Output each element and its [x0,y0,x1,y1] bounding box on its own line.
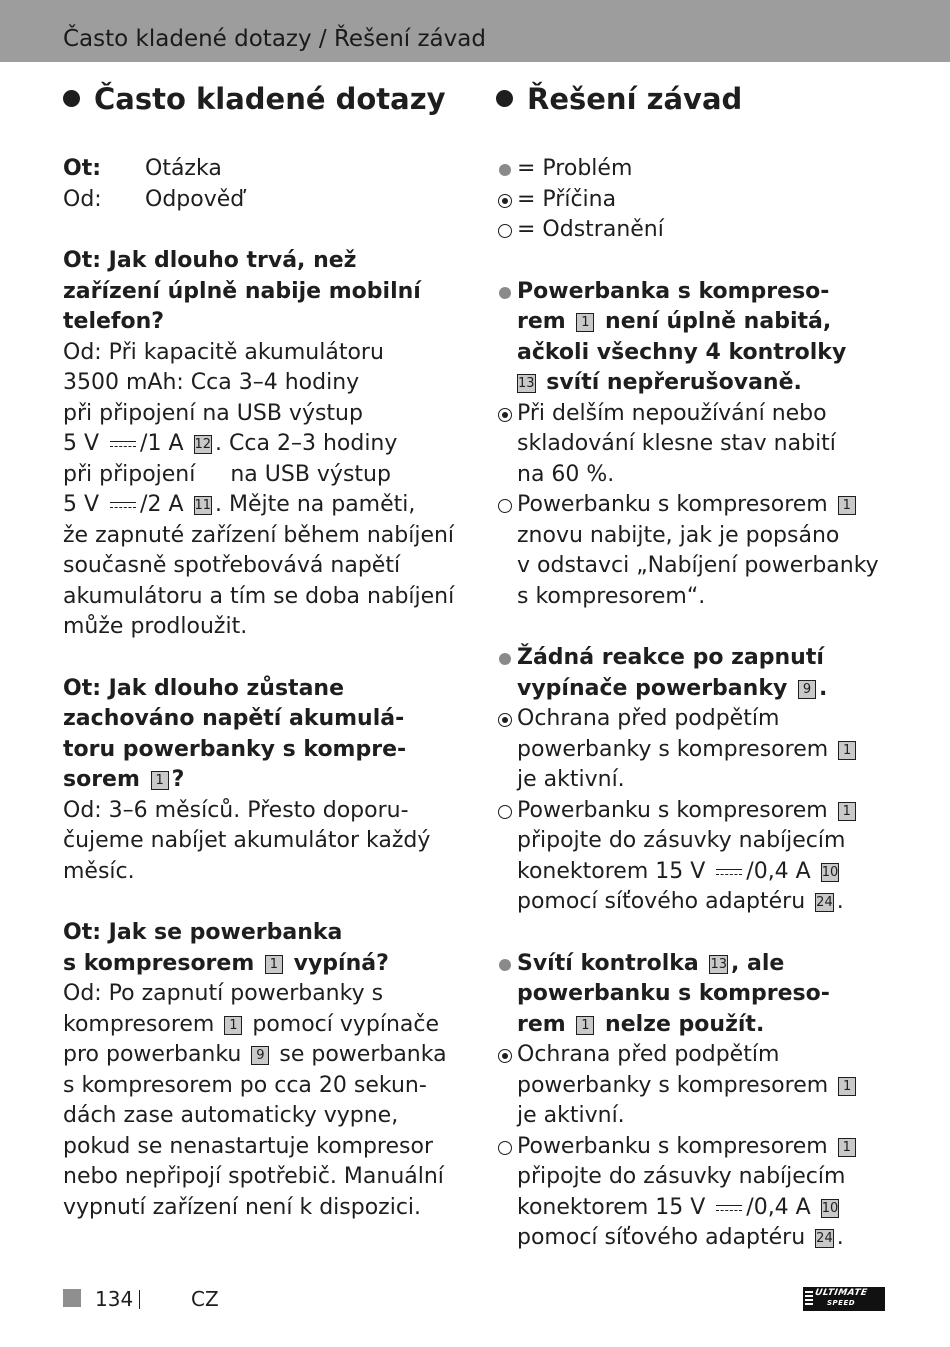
cause-target-icon [498,408,512,422]
answer-3 [63,979,463,1223]
text-line [63,429,463,460]
text-line: nebo nepřipojí spotřebič. Manuální [63,1164,444,1189]
text-line: toru powerbanky s kompre- [63,736,407,762]
text-fragment: . [836,1225,844,1250]
text-line [517,1223,916,1254]
text-line [517,674,916,705]
text-line [63,949,463,980]
text-fragment: /1 A [140,431,184,456]
text-fragment: /0,4 A [746,858,811,884]
text-line: znovu nabijte, jak je popsáno [517,522,840,548]
text-fragment: 5 V [63,492,100,517]
legend-value: Odpověď [145,186,245,212]
text-fragment: nelze použít. [605,1011,765,1037]
text-line: připojte do zásuvky nabíjecím [517,1164,846,1189]
text-line [517,1132,916,1163]
text-line: Při delším nepoužívání nebo [517,400,827,426]
faq-section [63,82,463,1223]
text-line [517,1071,916,1102]
text-line: zařízení úplně nabije mobilní [63,278,421,304]
fix-3 [496,1132,916,1254]
problem-1 [496,277,916,399]
text-fragment: rem [517,309,566,334]
text-fragment: . [836,889,844,914]
text-fragment: Powerbanku s kompresorem [517,492,828,517]
legend-answer [63,185,463,216]
troubleshooting-title: Řešení závad [527,82,743,116]
part-ref: 10 [821,864,839,880]
text-line: že zapnuté zařízení během nabíjení [63,522,455,548]
faq-title: Často kladené dotazy [94,82,446,116]
text-fragment: pomocí síťového adaptéru [517,889,806,914]
problem-dot-icon [499,287,511,299]
text-line: připojte do zásuvky nabíjecím [517,828,846,853]
text-line: Žádná reakce po zapnutí [517,645,824,670]
text-line [517,796,916,827]
text-fragment: . Cca 2–3 hodiny [215,431,398,456]
text-fragment: rem [517,1011,566,1037]
problem-dot-icon [499,164,511,176]
part-ref: 1 [265,955,283,974]
text-line: Ot: Jak se powerbanka [63,920,343,945]
text-fragment: 5 V [63,431,100,456]
text-line: powerbanku s kompreso- [517,981,830,1006]
logo-stripes-icon [805,1291,813,1305]
part-ref: 1 [576,313,594,332]
cause-target-icon [498,1049,512,1063]
dc-symbol-icon [714,867,744,877]
text-line: v odstavci „Nabíjení powerbanky [517,553,879,578]
part-ref: 13 [518,376,535,391]
text-line [63,490,463,521]
text-line: při připojení na USB výstup [63,400,363,426]
logo-line1: ULTIMATE [814,1288,869,1298]
part-ref: 1 [576,1016,594,1035]
problem-2 [496,643,916,704]
faq-heading [63,82,463,116]
part-ref: 24 [816,1231,833,1246]
legend-value: Otázka [145,156,222,181]
part-ref: 24 [816,895,833,910]
problem-dot-icon [499,959,511,971]
text-fragment: . Mějte na paměti, [215,492,416,517]
text-fragment: powerbanky s kompresorem [517,1072,829,1098]
fix-circle-icon [498,1141,512,1155]
text-fragment: se powerbanka [279,1042,447,1067]
footer-divider [139,1290,140,1309]
text-line: s kompresorem po cca 20 sekun- [63,1072,427,1098]
text-line: s kompresorem“. [517,583,706,609]
text-line: je aktivní. [517,767,625,792]
text-fragment: konektorem 15 V [517,858,706,884]
cause-target-icon [498,194,512,208]
text-fragment: pomocí síťového adaptéru [517,1225,806,1250]
fix-circle-icon [498,224,512,238]
part-ref: 1 [838,1077,856,1096]
text-fragment: /0,4 A [746,1194,811,1220]
text-fragment: sorem [63,767,140,792]
question-1 [63,246,463,338]
troubleshooting-section [496,82,916,1254]
part-ref: 1 [838,741,856,760]
text-line: Ochrana před podpětím [517,1042,780,1067]
cause-3 [496,1040,916,1132]
text-fragment: ? [171,767,185,792]
text-line: vypnutí zařízení není k dispozici. [63,1194,422,1220]
legend-key: Od: [63,186,102,212]
text-line: při připojení na USB výstup [63,461,391,487]
fix-1 [496,490,916,612]
text-line: telefon? [63,309,165,334]
text-fragment: konektorem 15 V [517,1194,706,1220]
text-fragment: vypíná? [293,950,389,976]
bullet-dot-icon [496,90,513,107]
text-line: může prodloužit. [63,614,248,639]
text-fragment: /2 A [140,492,184,517]
legend-fix [496,215,916,246]
legend-question [63,154,463,185]
part-ref: 11 [194,498,212,513]
text-line: současně spotřebovává napětí [63,553,401,578]
header-title: Často kladené dotazy / Řešení závad [63,26,486,52]
part-ref: 1 [224,1016,242,1035]
language-code: CZ [191,1287,219,1311]
text-line: na 60 %. [517,461,615,487]
text-fragment: , ale [730,950,785,976]
text-fragment: pomocí vypínače [252,1011,440,1037]
logo-line2: SPEED [827,1299,856,1307]
legend-text: = Problém [517,156,633,181]
text-line: Powerbanka s kompreso- [517,278,830,304]
text-line [517,1010,916,1041]
legend-problem [496,154,916,185]
troubleshooting-heading [496,82,916,116]
text-line: čujeme nabíjet akumulátor každý [63,828,431,853]
text-fragment: Svítí kontrolka [517,950,699,976]
text-line: Od: Při kapacitě akumulátoru [63,339,384,365]
legend-cause [496,185,916,216]
text-line [517,887,916,918]
text-fragment: Powerbanku s kompresorem [517,797,828,823]
text-line [517,1193,916,1224]
text-line: 3500 mAh: Cca 3–4 hodiny [63,370,360,395]
bullet-dot-icon [63,90,80,107]
cause-2 [496,704,916,796]
part-ref: 13 [710,956,727,972]
part-ref: 1 [838,1138,856,1157]
dc-symbol-icon [108,500,138,510]
part-ref: 12 [194,437,212,452]
text-line: Od: Po zapnutí powerbanky s [63,981,384,1006]
part-ref: 1 [838,802,856,821]
dc-symbol-icon [108,439,138,449]
troubleshooting-body [496,154,916,1254]
text-line: Ochrana před podpětím [517,706,780,731]
cause-target-icon [498,713,512,727]
part-ref: 9 [251,1046,269,1065]
page-number: 134 [95,1287,134,1311]
text-line: měsíc. [63,858,135,884]
text-line: skladování klesne stav nabití [517,431,836,456]
problem-3 [496,949,916,1041]
text-line [517,307,916,338]
text-line: pokud se nenastartuje kompresor [63,1133,433,1159]
text-line [63,1010,463,1041]
text-fragment: svítí nepřerušovaně. [546,370,802,395]
text-line [517,490,916,521]
question-3 [63,918,463,979]
fix-2 [496,796,916,918]
text-line [517,735,916,766]
text-line: dách zase automaticky vypne, [63,1103,399,1128]
text-line: zachováno napětí akumulá- [63,706,405,731]
page-header [0,0,950,62]
text-fragment: s kompresorem [63,950,255,976]
legend-text: = Odstranění [517,217,664,242]
text-line: akumulátoru a tím se doba nabíjení [63,583,455,609]
brand-logo [803,1287,885,1311]
problem-dot-icon [499,653,511,665]
text-fragment: není úplně nabitá, [605,309,832,334]
text-fragment: Powerbanku s kompresorem [517,1133,828,1159]
text-line: Ot: Jak dlouho zůstane [63,675,345,701]
text-fragment: . [818,675,828,701]
faq-body [63,154,463,1223]
text-line: Ot: Jak dlouho trvá, než [63,248,357,273]
answer-1 [63,338,463,643]
part-ref: 9 [798,680,816,699]
legend-key: Ot: [63,156,102,181]
part-ref: 1 [838,496,856,515]
text-line [517,949,916,980]
question-2 [63,674,463,796]
part-ref: 10 [821,1200,839,1216]
text-fragment: vypínače powerbanky [517,675,788,701]
text-line [517,368,916,399]
text-line [63,765,463,796]
footer-square-icon [63,1289,81,1307]
fix-circle-icon [498,805,512,819]
text-line: Od: 3–6 měsíců. Přesto doporu- [63,797,409,823]
text-line: je aktivní. [517,1103,625,1128]
text-fragment: pro powerbanku [63,1042,242,1067]
text-line [63,1040,463,1071]
text-line [517,857,916,888]
part-ref: 1 [151,771,169,790]
cause-1 [496,399,916,491]
legend-text: = Příčina [517,186,617,212]
fix-circle-icon [498,499,512,513]
dc-symbol-icon [714,1203,744,1213]
answer-2 [63,796,463,888]
text-fragment: kompresorem [63,1011,215,1037]
text-fragment: powerbanky s kompresorem [517,736,829,762]
text-line: ačkoli všechny 4 kontrolky [517,339,847,365]
